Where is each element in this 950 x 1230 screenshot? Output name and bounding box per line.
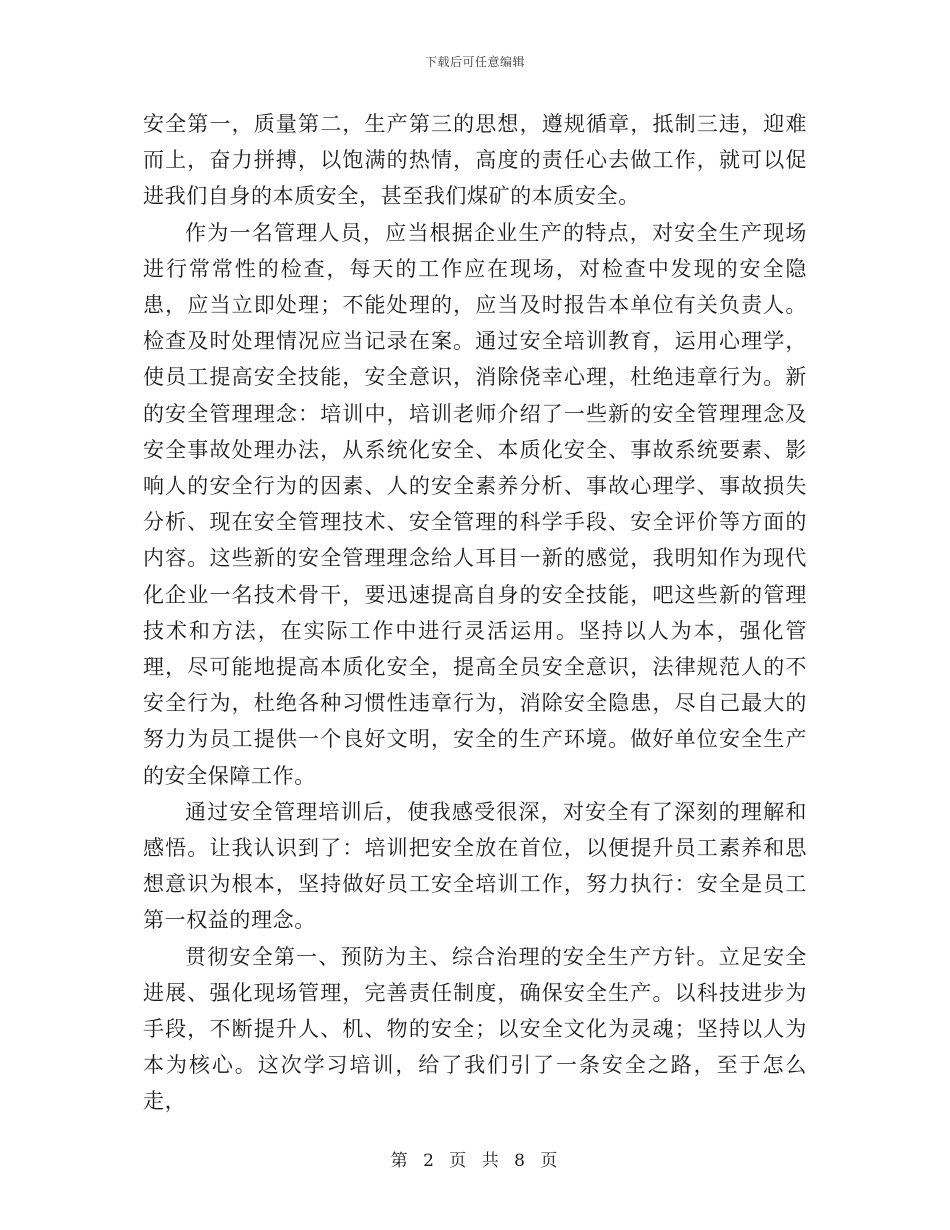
paragraph-2: 作为一名管理人员，应当根据企业生产的特点，对安全生产现场进行常常性的检查，每天的工作应在现场，对检查中发现的安全隐患，应当立即处理；不能处理的，应当及时报告本单位有关负责人。检查及时处理情况应当记录在案。通过安全培训教育，运用心理学，使员工提高安全技能，安全意识，消除侥幸心理，杜绝违章行为。新的安全管理理念：培训中，培训老师介绍了一些新的安全管理理念及安全事故处理办法，从系统化安全、本质化安全、事故系统要素、影响人的安全行为的因素、人的安全素养分析、事故心理学、事故损失分析、现在安全管理技术、安全管理的科学手段、安全评价等方面的内容。这些新的安全管理理念给人耳目一新的感觉，我明知作为现代化企业一名技术骨干，要迅速提高自身的安全技能，吧这些新的管理技术和方法，在实际工作中进行灵活运用。坚持以人为本，强化管理，尽可能地提高本质化安全，提高全员安全意识，法律规范人的不安全行为，杜绝各种习惯性违章行为，消除安全隐患，尽自己最大的努力为员工提供一个良好文明，安全的生产环境。做好单位安全生产的安全保障工作。 xyxy=(143,220,807,788)
page-number-footer: 第 2 页 共 8 页 xyxy=(390,1151,560,1171)
paragraph-3: 通过安全管理培训后，使我感受很深，对安全有了深刻的理解和感悟。让我认识到了：培训把安全放在首位，以便提升员工素养和思想意识为根本，坚持做好员工安全培训工作，努力执行：安全是员工第一权益的理念。 xyxy=(143,799,807,933)
page-header-note: 下载后可任意编辑 xyxy=(424,55,525,69)
document-body xyxy=(143,106,807,1120)
paragraph-4: 贯彻安全第一、预防为主、综合治理的安全生产方针。立足安全进展、强化现场管理，完善责任制度，确保安全生产。以科技进步为手段，不断提升人、机、物的安全；以安全文化为灵魂；坚持以人为本为核心。这次学习培训，给了我们引了一条安全之路，至于怎么走， xyxy=(143,944,807,1114)
paragraph-1: 安全第一，质量第二，生产第三的思想，遵规循章，抵制三违，迎难而上，奋力拼搏，以饱满的热情，高度的责任心去做工作，就可以促进我们自身的本质安全，甚至我们煤矿的本质安全。 xyxy=(143,112,807,209)
